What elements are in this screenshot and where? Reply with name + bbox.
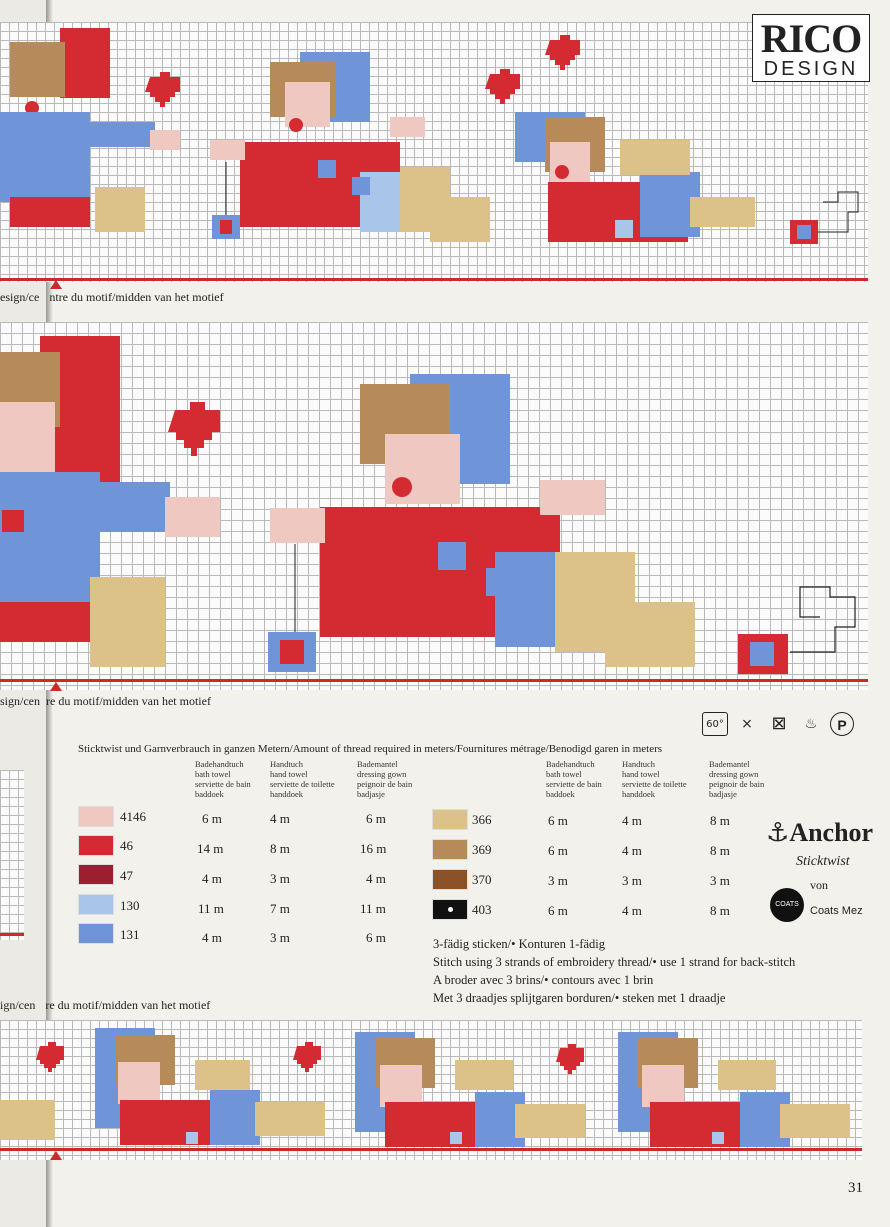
- amount-hand: 4 m: [622, 903, 642, 918]
- no-tumble-dry-icon: ⊠: [771, 713, 787, 734]
- colhead-gown-right: Bademantel dressing gown peignoir de bain badjasje: [709, 759, 765, 799]
- middle-chart-motif: [0, 322, 868, 690]
- left-partial-line: [0, 933, 24, 936]
- amount-bath: 14 m: [197, 841, 224, 856]
- legend-title: Sticktwist und Garnverbrauch in ganzen Metern/Amount of thread required in meters/Fournitures métrage/Benodigd garen in meters: [78, 743, 663, 755]
- amount-bath: 6 m: [548, 813, 568, 828]
- amount-bath: 3 m: [548, 873, 568, 888]
- anchor-icon: ⚓: [766, 818, 790, 848]
- color-swatch: [432, 839, 468, 860]
- thread-code: 403: [472, 902, 492, 917]
- color-swatch: [78, 894, 114, 915]
- brand-name: RICO: [760, 16, 862, 61]
- amount-gown: 6 m: [366, 811, 386, 826]
- instruction-fr: A broder avec 3 brins/• contours avec 1 brin: [433, 973, 654, 987]
- color-swatch: [432, 809, 468, 830]
- thread-code: 131: [120, 927, 140, 942]
- anchor-sticktwist: Sticktwist: [796, 854, 850, 869]
- mid-main-child: [268, 374, 855, 674]
- amount-gown: 11 m: [360, 901, 386, 916]
- color-swatch: [78, 835, 114, 856]
- amount-hand: 3 m: [622, 873, 642, 888]
- no-bleach-icon: ⨯: [741, 716, 753, 732]
- heart: [485, 69, 520, 104]
- heart: [545, 35, 580, 70]
- amount-gown: 16 m: [360, 841, 387, 856]
- color-swatch: [78, 923, 114, 944]
- bottom-child-1: [95, 1028, 325, 1145]
- amount-hand: 7 m: [270, 901, 290, 916]
- page-number: 31: [848, 1180, 863, 1196]
- amount-hand: 3 m: [270, 930, 290, 945]
- heart: [145, 72, 180, 107]
- dry-clean-p-icon: P: [830, 712, 854, 736]
- bottom-child-2: [355, 1032, 585, 1147]
- top-left-child: [0, 28, 180, 232]
- brand-subtitle: DESIGN: [763, 58, 859, 80]
- amount-bath: 6 m: [202, 811, 222, 826]
- care-symbols: [702, 712, 854, 736]
- wash-60-icon: 60°: [702, 712, 728, 736]
- amount-bath: 4 m: [202, 930, 222, 945]
- amount-hand: 8 m: [270, 841, 290, 856]
- instruction-de: 3-fädig sticken/• Konturen 1-fädig: [433, 937, 606, 951]
- center-marker-bottom: [50, 1151, 62, 1160]
- top-chart-motif: [0, 22, 868, 282]
- amount-gown: 6 m: [366, 930, 386, 945]
- center-line-bottom: [0, 1148, 862, 1151]
- thread-code: 47: [120, 868, 133, 883]
- center-line-middle: [0, 679, 868, 682]
- left-partial-grid: [0, 770, 24, 940]
- instruction-nl: Met 3 draadjes splijtgaren borduren/• steken met 1 draadje: [433, 991, 726, 1005]
- amount-bath: 6 m: [548, 843, 568, 858]
- colhead-gown-left: Bademantel dressing gown peignoir de bain badjasje: [357, 759, 413, 799]
- center-line-top: [0, 278, 868, 281]
- heart: [168, 402, 220, 456]
- amount-gown: 4 m: [366, 871, 386, 886]
- heart: [556, 1044, 584, 1074]
- colhead-hand-left: Handtuch hand towel serviette de toilette handdoek: [270, 759, 335, 799]
- amount-hand: 4 m: [622, 843, 642, 858]
- amount-gown: 3 m: [710, 873, 730, 888]
- color-swatch: [78, 864, 114, 885]
- color-swatch: [432, 869, 468, 890]
- amount-gown: 8 m: [710, 813, 730, 828]
- heart: [293, 1042, 321, 1072]
- amount-gown: 8 m: [710, 843, 730, 858]
- thread-code: 369: [472, 842, 492, 857]
- thread-code: 46: [120, 838, 133, 853]
- center-marker-top: [50, 280, 62, 289]
- amount-hand: 4 m: [270, 811, 290, 826]
- motif-label-bottom: ign/cen re du motif/midden van het motief: [0, 998, 211, 1012]
- thread-code: 4146: [120, 809, 146, 824]
- thread-code: 366: [472, 812, 492, 827]
- amount-bath: 6 m: [548, 903, 568, 918]
- coats-logo-icon: COATS: [770, 888, 804, 922]
- thread-code: 370: [472, 872, 492, 887]
- anchor-logo: [766, 818, 873, 848]
- amount-hand: 4 m: [622, 813, 642, 828]
- motif-label-middle: sign/cen re du motif/midden van het motief: [0, 694, 211, 708]
- bottom-chart-motif: [0, 1020, 862, 1160]
- coats-mez: Coats Mez: [810, 905, 863, 917]
- thread-code: 130: [120, 898, 140, 913]
- top-mid-child: [210, 52, 490, 242]
- color-swatch: [78, 806, 114, 827]
- backstitch-dot: [448, 907, 453, 912]
- rico-design-logo: [752, 14, 870, 82]
- anchor-name: Anchor: [789, 818, 874, 847]
- center-marker-middle: [50, 682, 62, 691]
- colhead-bath-right: Badehandtuch bath towel serviette de bain baddoek: [546, 759, 602, 799]
- colhead-hand-right: Handtuch hand towel serviette de toilette handdoek: [622, 759, 687, 799]
- anchor-von: von: [810, 878, 828, 892]
- amount-bath: 11 m: [198, 901, 224, 916]
- mid-left-child: [0, 336, 220, 667]
- colhead-bath-left: Badehandtuch bath towel serviette de bain baddoek: [195, 759, 251, 799]
- motif-label-top: esign/ce ntre du motif/midden van het motief: [0, 290, 224, 304]
- top-right-child: [515, 112, 858, 244]
- amount-gown: 8 m: [710, 903, 730, 918]
- instruction-en: Stitch using 3 strands of embroidery thread/• use 1 strand for back-stitch: [433, 955, 796, 969]
- bottom-child-3: [618, 1032, 850, 1147]
- amount-hand: 3 m: [270, 871, 290, 886]
- amount-bath: 4 m: [202, 871, 222, 886]
- iron-icon: ♨: [804, 716, 818, 732]
- heart: [36, 1042, 64, 1072]
